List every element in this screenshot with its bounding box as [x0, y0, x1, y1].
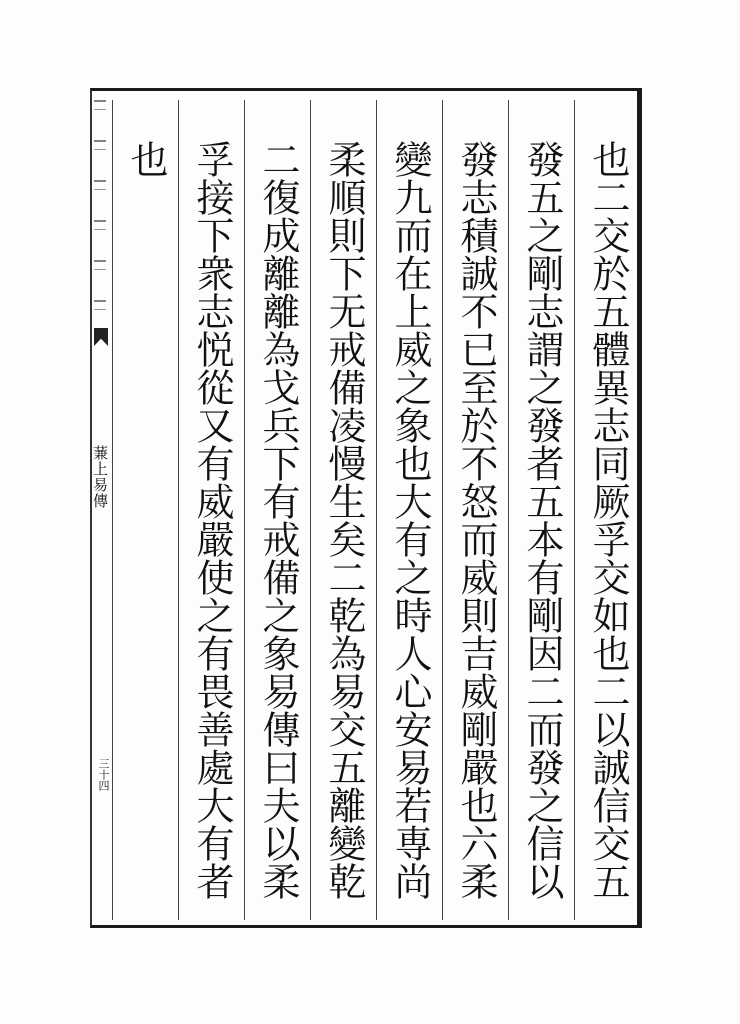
column-text: 也: [124, 140, 168, 178]
margin-page-number: 三十四: [97, 758, 110, 791]
margin-title: 蒹上易傳: [91, 445, 109, 509]
text-column-3: [442, 100, 508, 920]
column-text: 變九而在上威之象也大有之時人心安易若専尚: [388, 140, 432, 900]
column-text: 孚接下衆志悦從又有威嚴使之有畏善處大有者: [190, 140, 234, 900]
column-text: 柔順則下无戒備凌慢生矣二乾為易交五離變乾: [322, 140, 366, 900]
text-column-7: [178, 100, 244, 920]
text-column-2: [508, 100, 574, 920]
column-text: 發志積誠不已至於不怒而威則吉威剛嚴也六柔: [454, 140, 498, 900]
text-column-8: [112, 100, 178, 920]
text-column-6: [244, 100, 310, 920]
text-body: [110, 100, 640, 920]
column-text: 二復成離離為戈兵下有戒備之象易傳曰夫以柔: [256, 140, 300, 900]
text-column-4: [376, 100, 442, 920]
fore-edge-rules: [94, 100, 106, 330]
text-column-1: [574, 100, 640, 920]
column-text: 發五之剛志謂之發者五本有剛因二而發之信以: [520, 140, 564, 900]
fish-tail-mark: [92, 328, 110, 368]
text-column-5: [310, 100, 376, 920]
column-text: 也二交於五體異志同厥孚交如也二以誠信交五: [586, 140, 630, 900]
